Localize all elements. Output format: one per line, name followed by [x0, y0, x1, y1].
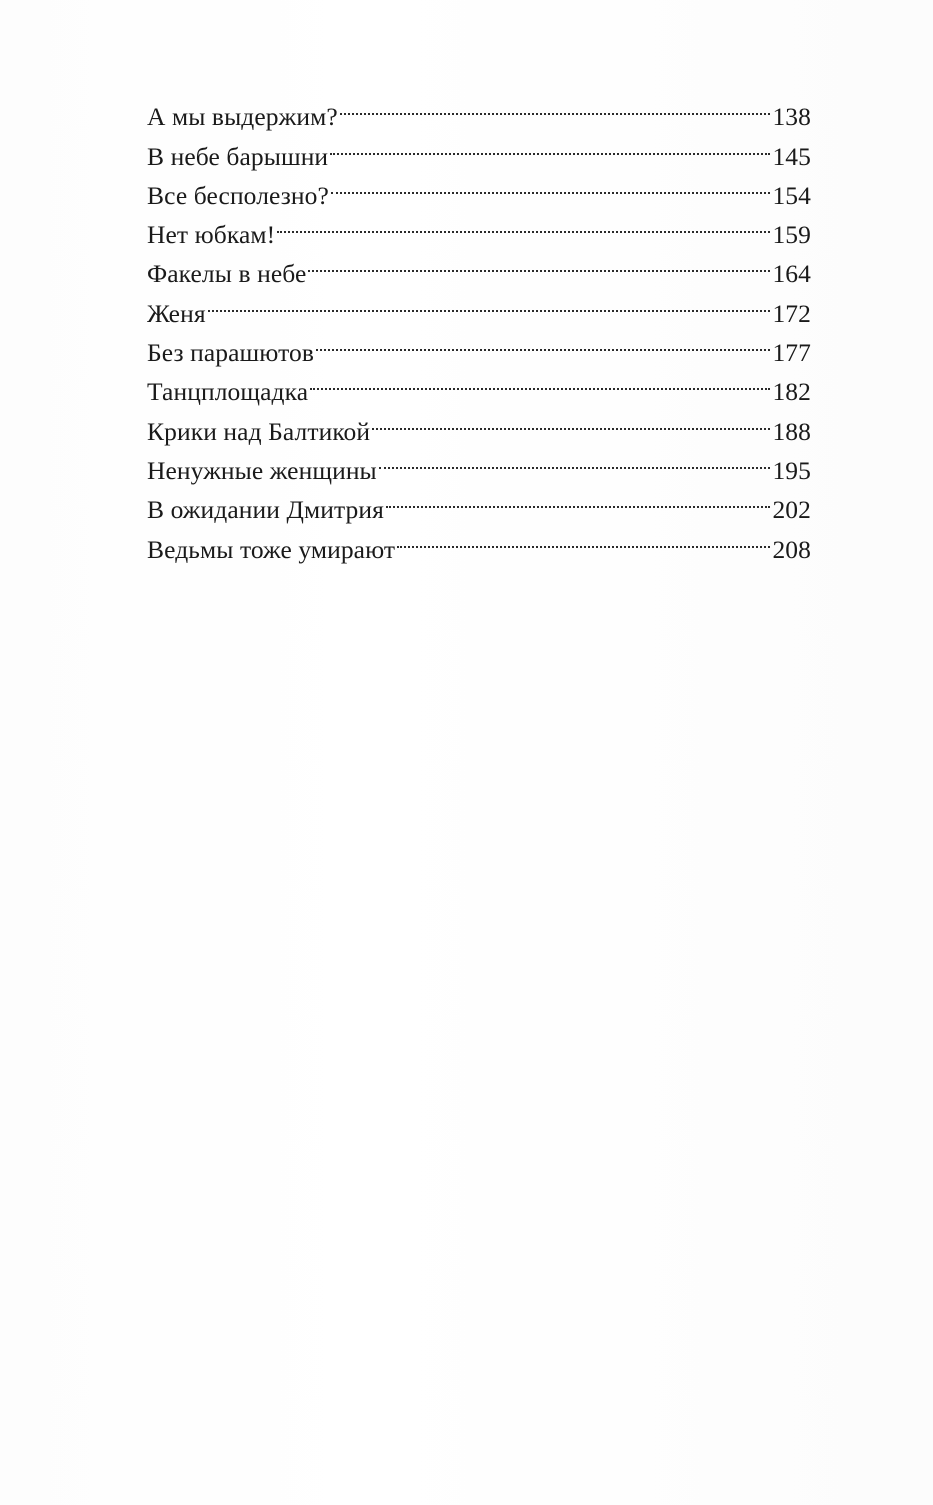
- toc-entry-title: Ненужные женщины: [147, 455, 377, 485]
- toc-page-number: 164: [772, 259, 811, 289]
- toc-page-number: 188: [772, 416, 811, 446]
- toc-dot-leader: [208, 282, 771, 321]
- toc-dot-leader: [331, 165, 770, 204]
- toc-entry: [147, 322, 811, 368]
- toc-entry-title: Ведьмы тоже умирают: [147, 534, 396, 564]
- toc-entry: [147, 282, 811, 328]
- toc-entry-title: Крики над Балтикой: [147, 416, 371, 446]
- toc-entry-title: А мы выдержим?: [147, 102, 338, 132]
- toc-dot-leader: [277, 204, 770, 243]
- toc-dot-leader: [386, 479, 771, 518]
- toc-dot-leader: [316, 322, 770, 361]
- toc-page-number: 202: [772, 495, 811, 525]
- toc-page-number: 208: [772, 534, 811, 564]
- toc-entry-title: Без парашютов: [147, 338, 315, 368]
- toc-page-number: 182: [772, 377, 811, 407]
- toc-dot-leader: [397, 518, 770, 557]
- toc-entry-title: Танцплощадка: [147, 377, 309, 407]
- toc-entry-title: Все бесполезно?: [147, 180, 329, 210]
- toc-entry-title: Нет юбкам!: [147, 220, 276, 250]
- toc-dot-leader: [379, 440, 771, 479]
- toc-page-number: 145: [772, 141, 811, 171]
- toc-page-number: 177: [772, 338, 811, 368]
- table-of-contents: [147, 86, 811, 564]
- toc-entry-title: В небе барышни: [147, 141, 329, 171]
- toc-entry-title: В ожидании Дмитрия: [147, 495, 384, 525]
- toc-dot-leader: [308, 243, 770, 282]
- toc-page-number: 195: [772, 455, 811, 485]
- toc-entry-title: Женя: [147, 298, 206, 328]
- toc-dot-leader: [372, 400, 770, 439]
- toc-dot-leader: [330, 125, 770, 164]
- toc-page-number: 138: [772, 102, 811, 132]
- toc-dot-leader: [340, 86, 771, 125]
- toc-dot-leader: [310, 361, 770, 400]
- toc-page-number: 172: [772, 298, 811, 328]
- toc-page-number: 159: [772, 220, 811, 250]
- toc-entry-title: Факелы в небе: [147, 259, 307, 289]
- toc-page-number: 154: [772, 180, 811, 210]
- toc-entry: [147, 86, 811, 132]
